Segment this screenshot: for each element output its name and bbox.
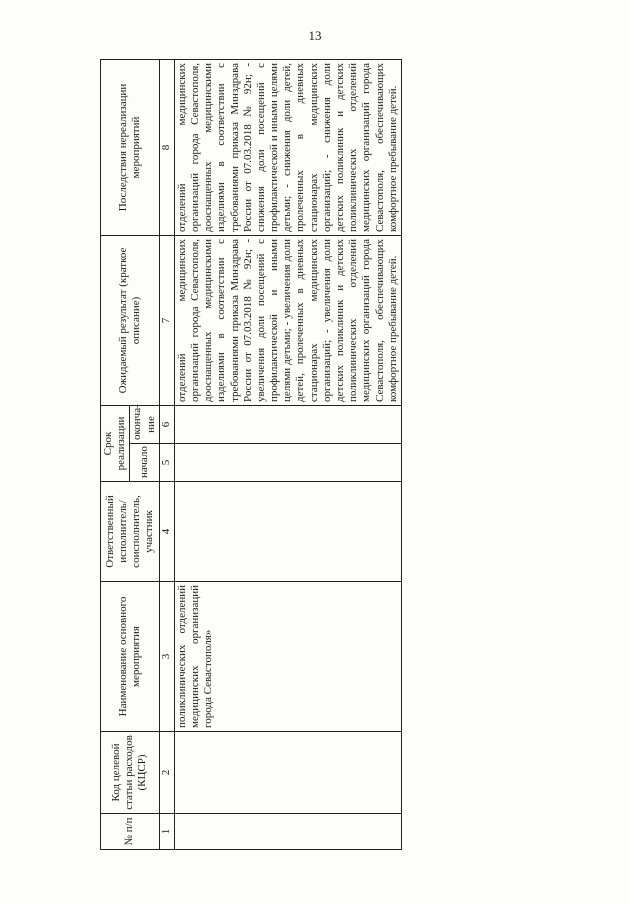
header-code: Код целевой статьи расходов (КЦСР): [101, 732, 160, 814]
header-term: Срок реализации: [101, 405, 130, 481]
header-responsible: Ответственный исполнитель/ соисполнитель, участник: [101, 482, 160, 582]
header-end: оконча-ние: [130, 405, 159, 443]
column-number: 7: [159, 235, 174, 405]
header-row: [101, 59, 130, 849]
cell-result: отделений медицинских организаций города Севастополя, дооснащенных медицинскими изделиями в соответствии с требованиями приказа Минздрава России от 07.03.2018 № 92н; - увеличения доли посещений с профилактической и иными целями детьми; - увеличения доли детей, пролеченных в дневных стационарах медицинских организаций; - увеличения доли детских поликлиник и детских поликлинических отделений медицинских организаций города Севастополя, обеспечивающих комфортное пребывание детей.: [174, 235, 401, 405]
rotated-table-wrapper: [100, 60, 600, 850]
cell-code: [174, 732, 401, 814]
cell-responsible: [174, 482, 401, 582]
column-number-row: [159, 59, 174, 849]
column-number: 3: [159, 582, 174, 732]
cell-end: [174, 405, 401, 443]
column-number: 6: [159, 405, 174, 443]
cell-num: [174, 814, 401, 850]
column-number: 1: [159, 814, 174, 850]
column-number: 5: [159, 444, 174, 482]
table-row: [174, 59, 401, 849]
header-result: Ожидаемый результат (краткое описание): [101, 235, 160, 405]
column-number: 4: [159, 482, 174, 582]
header-consequences: Последствия нереализации мероприятий: [101, 59, 160, 235]
cell-start: [174, 444, 401, 482]
header-name: Наименование основного мероприятия: [101, 582, 160, 732]
header-num: № п/п: [101, 814, 160, 850]
column-number: 2: [159, 732, 174, 814]
column-number: 8: [159, 59, 174, 235]
cell-name: поликлинических отделений медицинских организаций города Севастополя»: [174, 582, 401, 732]
measures-table: [100, 59, 402, 850]
page-number: 13: [308, 28, 322, 43]
cell-consequences: отделений медицинских организаций города Севастополя, дооснащенных медицинскими изделиями в соответствии с требованиями приказа Минздрава России от 07.03.2018 № 92н; - снижения доли посещений с профилактической и иными целями детьми; - снижения доли детей, пролеченных в дневных стационарах медицинских организаций; - снижения доли детских поликлиник и детских поликлинических отделений медицинских организаций города Севастополя, обеспечивающих комфортное пребывание детей.: [174, 59, 401, 235]
header-start: начало: [130, 444, 159, 482]
